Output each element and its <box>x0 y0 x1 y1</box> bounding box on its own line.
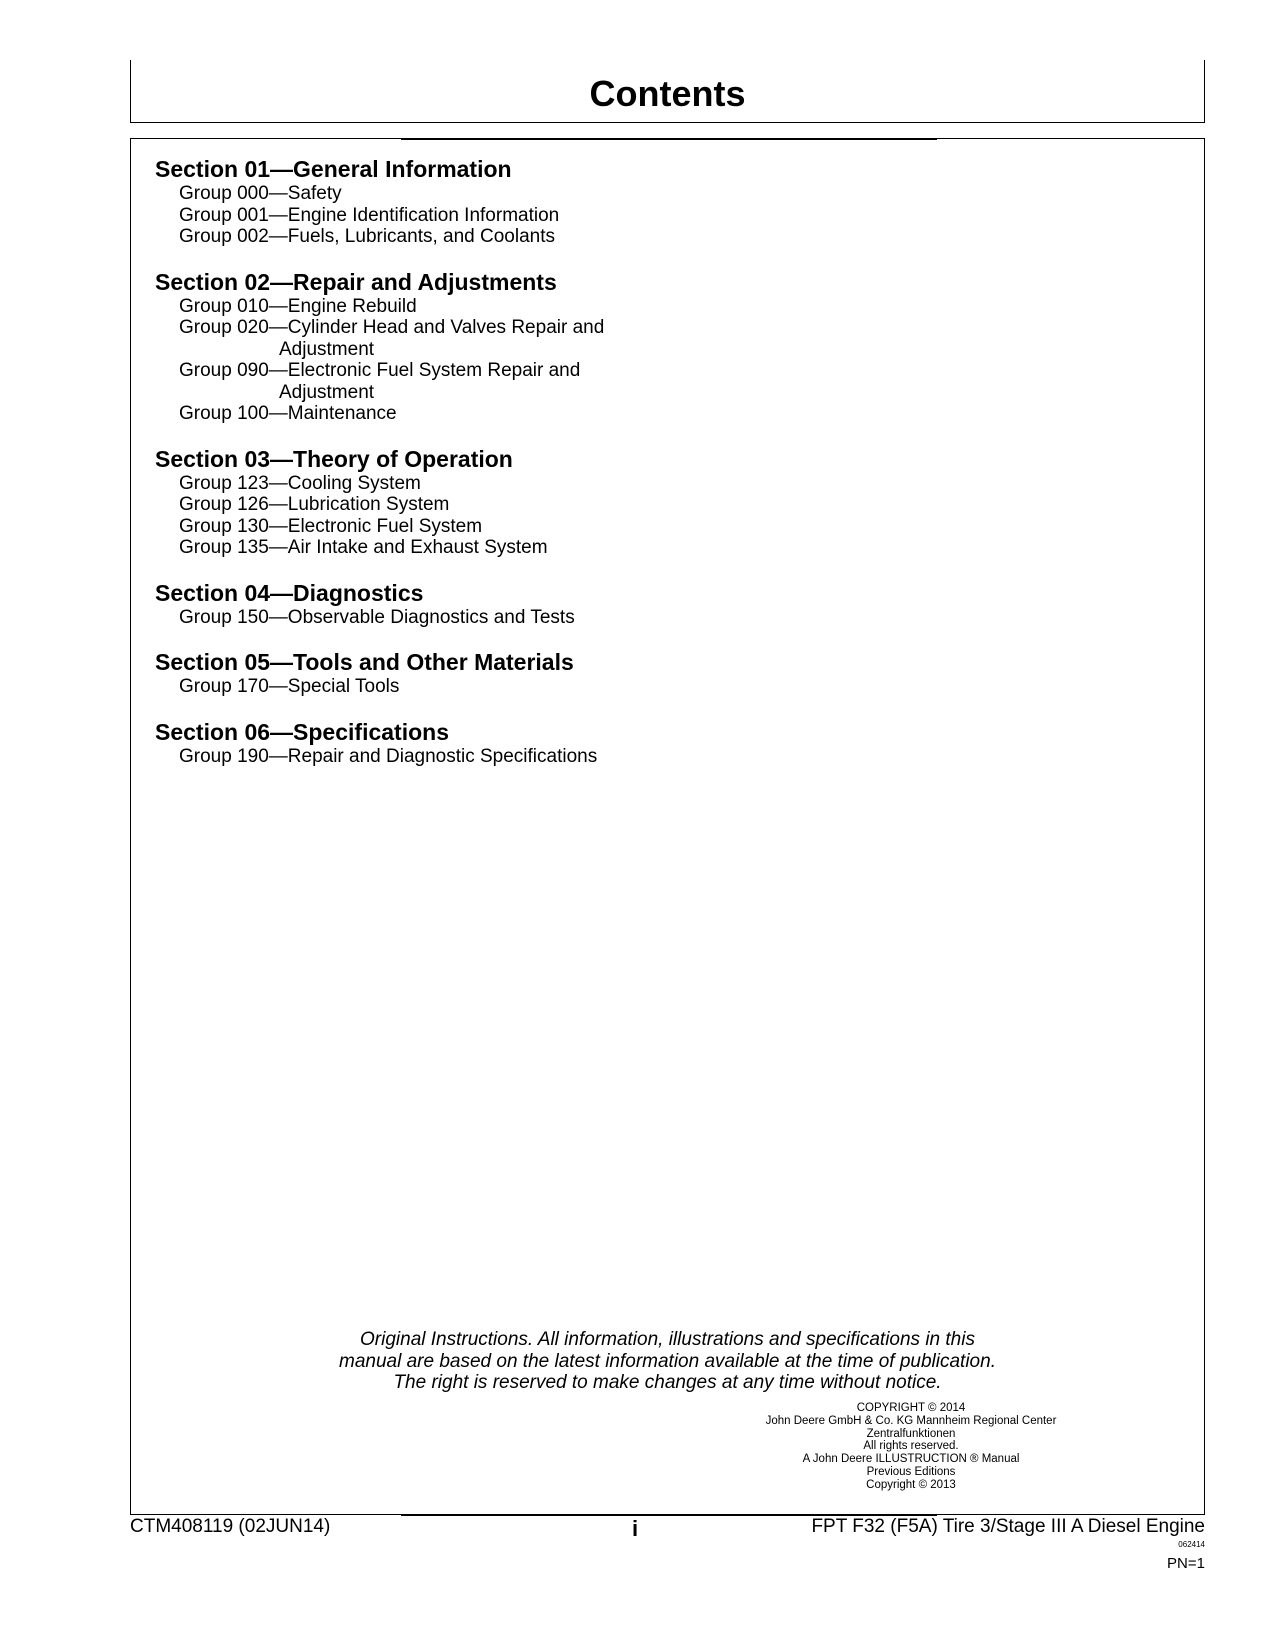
notice-line: manual are based on the latest information available at the time of publication. <box>339 1350 996 1372</box>
group-title: Group 100—Maintenance <box>179 403 397 424</box>
group-title: Group 001—Engine Identification Information <box>179 204 560 226</box>
copyright-line: Previous Editions <box>866 1465 956 1478</box>
notice-line: The right is reserved to make changes at any time without notice. <box>393 1372 942 1393</box>
group-title-continuation: Adjustment <box>279 338 375 360</box>
toc-section <box>155 445 855 559</box>
group-title-continuation: Adjustment <box>279 381 375 403</box>
section-title[interactable]: Section 05—Tools and Other Materials <box>155 649 574 675</box>
footer-doc-title: FPT F32 (F5A) Tire 3/Stage III A Diesel Engine <box>811 1516 1205 1537</box>
toc-group-item[interactable] <box>155 403 855 425</box>
toc-section <box>155 268 855 425</box>
group-title: Group 150—Observable Diagnostics and Tests <box>179 606 575 628</box>
toc-group-item[interactable] <box>155 607 855 629</box>
copyright-line: Zentralfunktionen <box>866 1427 956 1440</box>
copyright-line: A John Deere ILLUSTRUCTION ® Manual <box>802 1453 1020 1466</box>
group-title: Group 130—Electronic Fuel System <box>179 515 483 537</box>
group-title: Group 010—Engine Rebuild <box>179 295 417 317</box>
section-title[interactable]: Section 03—Theory of Operation <box>155 445 513 472</box>
group-title: Group 020—Cylinder Head and Valves Repair and <box>179 317 605 338</box>
group-title: Group 002—Fuels, Lubricants, and Coolants <box>179 226 555 247</box>
toc-group-item[interactable] <box>155 676 855 698</box>
title-frame <box>130 60 1205 123</box>
toc-section <box>155 155 855 248</box>
group-title: Group 126—Lubrication System <box>179 494 450 515</box>
copyright-line: COPYRIGHT © 2014 <box>856 1402 966 1414</box>
toc-group-item[interactable] <box>155 360 855 403</box>
notice-line: Original Instructions. All information, illustrations and specifications in this <box>360 1329 975 1350</box>
toc-group-item[interactable] <box>155 205 855 227</box>
copyright-line: All rights reserved. <box>863 1440 959 1453</box>
copyright-line: John Deere GmbH & Co. KG Mannheim Regional Center <box>765 1414 1057 1427</box>
toc-section <box>155 718 855 768</box>
original-instructions-notice <box>241 1329 1094 1394</box>
footer-page-number: i <box>632 1516 639 1541</box>
group-title: Group 190—Repair and Diagnostic Specifications <box>179 745 598 767</box>
toc-group-item[interactable] <box>155 226 855 248</box>
toc-group-item[interactable] <box>155 317 855 360</box>
toc-section <box>155 648 855 698</box>
toc-group-item[interactable] <box>155 537 855 559</box>
section-title[interactable]: Section 01—General Information <box>155 156 512 182</box>
toc-group-item[interactable] <box>155 183 855 205</box>
group-title: Group 123—Cooling System <box>179 472 421 494</box>
toc-group-item[interactable] <box>155 746 855 768</box>
page-title: Contents <box>589 73 746 114</box>
section-title[interactable]: Section 06—Specifications <box>155 718 449 745</box>
group-title: Group 135—Air Intake and Exhaust System <box>179 537 548 558</box>
top-accent-rule <box>401 138 937 140</box>
footer-pn: PN=1 <box>1167 1555 1205 1572</box>
footer-code: 062414 <box>1178 1540 1205 1549</box>
toc-group-item[interactable] <box>155 296 855 318</box>
toc-group-item[interactable] <box>155 516 855 538</box>
copyright-block <box>721 1402 1101 1492</box>
section-title[interactable]: Section 02—Repair and Adjustments <box>155 268 557 295</box>
group-title: Group 170—Special Tools <box>179 676 400 697</box>
copyright-line: Copyright © 2013 <box>866 1478 956 1491</box>
footer-doc-id: CTM408119 (02JUN14) <box>130 1516 331 1537</box>
section-title[interactable]: Section 04—Diagnostics <box>155 579 424 606</box>
group-title: Group 000—Safety <box>179 183 342 204</box>
toc-section <box>155 579 855 629</box>
toc-group-item[interactable] <box>155 473 855 495</box>
table-of-contents <box>155 155 855 787</box>
contents-frame <box>130 138 1205 1515</box>
toc-group-item[interactable] <box>155 494 855 516</box>
group-title: Group 090—Electronic Fuel System Repair and <box>179 360 581 381</box>
